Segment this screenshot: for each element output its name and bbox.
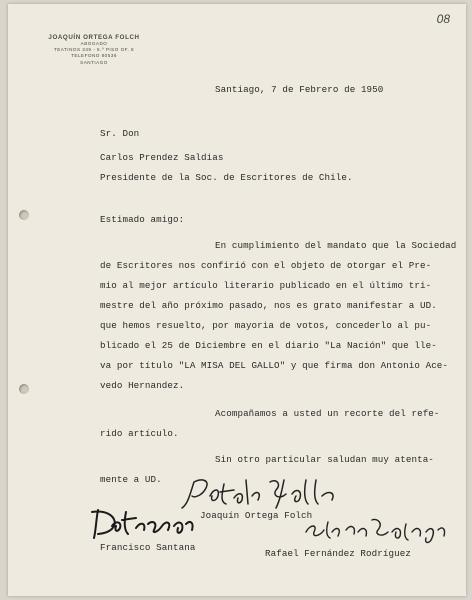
body-line: mio al mejor artículo literario publicado en el último tri- [100,280,432,291]
signatory-center: Joaquín Ortega Folch [200,510,313,521]
punch-hole-bottom [19,384,29,394]
signature-fernandez [300,514,450,546]
body-line: va por título "LA MISA DEL GALLO" y que firma don Antonio Ace- [100,360,449,371]
greeting: Estimado amigo: [100,214,185,225]
letterhead-city: SANTIAGO [80,59,108,65]
letterhead-phone: TELEFONO 80536 [71,53,117,59]
recipient-title: Presidente de la Soc. de Escritores de Chile. [100,172,353,183]
signature-santana [88,504,208,544]
body-line: mestre del año próximo pasado, nos es grato manifestar a UD. [100,300,437,311]
signatory-right: Rafael Fernández Rodríguez [265,548,411,559]
letterhead-address: TEATINOS 349 - 5.º PISO OF. 8 [53,47,135,53]
body-line: de Escritores nos confirió con el objeto de otorgar el Pre- [100,260,432,271]
body-line: rido artículo. [100,428,179,439]
letterhead-profession: ABOGADO [80,41,108,46]
recipient-salutation: Sr. Don [100,128,140,139]
body-line: que hemos resuelto, por mayoria de votos, concederlo al pu- [100,320,432,331]
body-line: mente a UD. [100,474,162,485]
punch-hole-top [19,210,29,220]
letter-date: Santiago, 7 de Febrero de 1950 [215,84,384,95]
body-line: vedo Hernandez. [100,380,185,391]
body-line: Sin otro particular saludan muy atenta- [215,454,434,465]
body-line: blicado el 25 de Diciembre en el diario "La Nación" que lle- [100,340,437,351]
body-line: En cumplimiento del mandato que la Sociedad [215,240,457,251]
body-line: Acompañamos a usted un recorte del refe- [215,408,440,419]
signatory-left: Francisco Santana [100,542,196,553]
letterhead-name: JOAQUÍN ORTEGA FOLCH [48,34,140,41]
letterhead [30,34,158,66]
letter-page [8,4,466,596]
recipient-name: Carlos Prendez Saldias [100,152,224,163]
page-number: 08 [436,12,450,26]
